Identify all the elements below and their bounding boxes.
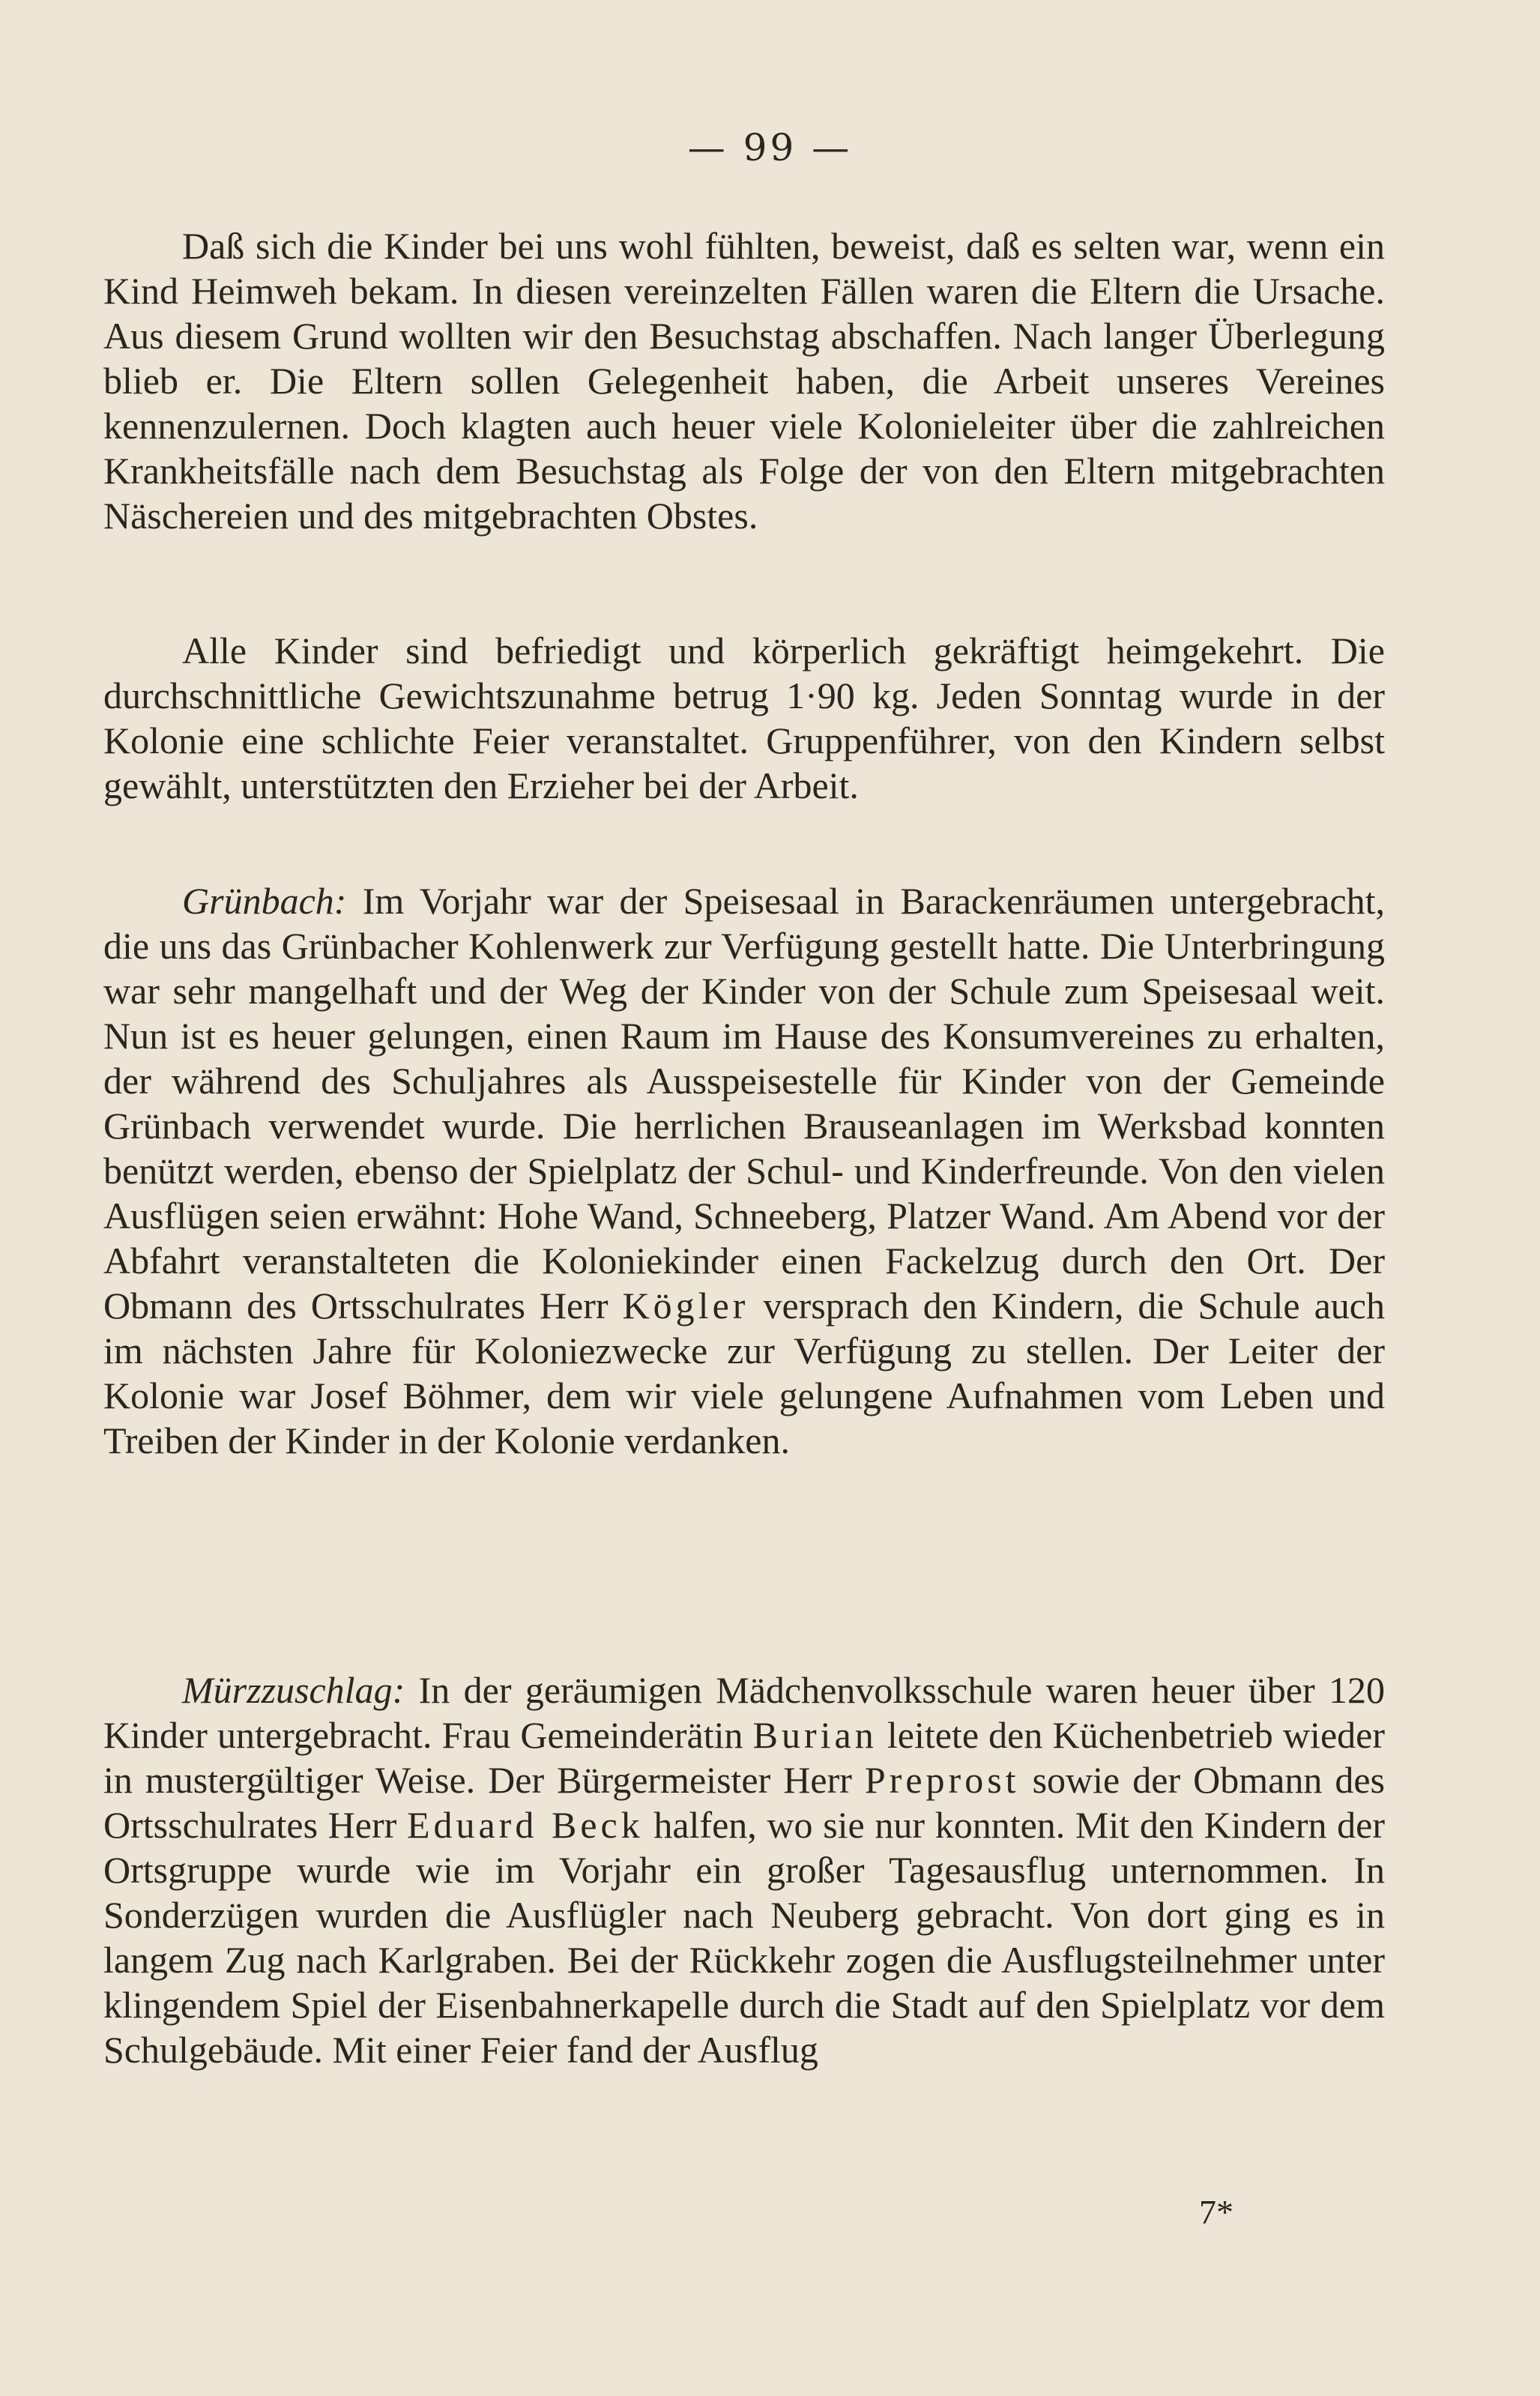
person-name: Burian bbox=[752, 1714, 878, 1756]
place-heading: Grünbach: bbox=[182, 880, 347, 922]
paragraph-text: Alle Kinder sind befriedigt und körperlich gekräftigt heimgekehrt. Die durchschnittliche Gewichtszunahme betrug 1·90 kg. Jeden Sonntag wurde in der Kolonie eine schlichte Feier veranstaltet. Gruppenführer, von den Kindern selbst gewählt, unterstützten den Erzieher bei der Arbeit. bbox=[103, 630, 1385, 806]
paragraph-weight-gain bbox=[103, 628, 1385, 808]
paragraph-text: leitete den Küchenbetrieb wieder in mustergültiger Weise. Der Bürgermeister Herr bbox=[103, 1714, 1385, 1801]
paragraph-text: Im Vorjahr war der Speisesaal in Barackenräumen untergebracht, die uns das Grünbacher Kohlenwerk zur Verfügung gestellt hatte. Die Unterbringung war sehr mangelhaft und der Weg der Kinder von der Schule zum Speisesaal weit. Nun ist es heuer gelungen, einen Raum im Hause des Konsumvereines zu erhalten, der während des Schuljahres als Ausspeisestelle für Kinder von der Gemeinde Grünbach verwendet wurde. Die herrlichen Brauseanlagen im Werksbad konnten benützt werden, ebenso der Spielplatz der Schul- und Kinderfreunde. Von den vielen Ausflügen seien erwähnt: Hohe Wand, Schneeberg, Platzer Wand. Am Abend vor der Abfahrt veranstalteten die Koloniekinder einen Fackelzug durch den Ort. Der Obmann des Ortsschulrates Herr bbox=[103, 880, 1385, 1327]
page-number: — 99 — bbox=[687, 126, 853, 169]
paragraph-body bbox=[103, 1668, 1385, 2072]
paragraph-visiting-day bbox=[103, 223, 1385, 538]
person-name: Eduard Beck bbox=[406, 1804, 644, 1846]
paragraph-text: halfen, wo sie nur konnten. Mit den Kindern der Ortsgruppe wurde wie im Vorjahr ein großer Tagesausflug unternommen. In Sonderzügen wurden die Ausflügler nach Neuberg gebracht. Von dort ging es in langem Zug nach Karlgraben. Bei der Rückkehr zogen die Ausflugsteilnehmer unter klingendem Spiel der Eisenbahnerkapelle durch die Stadt auf den Spielplatz vor dem Schulgebäude. Mit einer Feier fand der Ausflug bbox=[103, 1804, 1385, 2071]
paragraph-text: Daß sich die Kinder bei uns wohl fühlten, beweist, daß es selten war, wenn ein Kind Heimweh bekam. In diesen vereinzelten Fällen waren die Eltern die Ursache. Aus diesem Grund wollten wir den Besuchstag abschaffen. Nach langer Überlegung blieb er. Die Eltern sollen Gelegenheit haben, die Arbeit unseres Vereines kennenzulernen. Doch klagten auch heuer viele Kolonieleiter über die zahlreichen Krankheitsfälle nach dem Besuchstag als Folge der von den Eltern mitgebrachten Näschereien und des mitgebrachten Obstes. bbox=[103, 225, 1385, 537]
paragraph-muerzzuschlag bbox=[103, 1668, 1385, 2072]
paragraph-text: sowie der Obmann des Ortsschulrates Herr bbox=[103, 1759, 1385, 1846]
paragraph-body bbox=[103, 878, 1385, 1463]
signature-mark: 7* bbox=[1199, 2193, 1233, 2231]
person-name: Kögler bbox=[622, 1285, 749, 1327]
paragraph-text: versprach den Kindern, die Schule auch im nächsten Jahre für Koloniezwecke zur Verfügung zu stellen. Der Leiter der Kolonie war Josef Böhmer, dem wir viele gelungene Aufnahmen vom Leben und Treiben der Kinder in der Kolonie verdanken. bbox=[103, 1285, 1385, 1461]
paragraph-gruenbach bbox=[103, 878, 1385, 1463]
paragraph-text: In der geräumigen Mädchenvolksschule waren heuer über 120 Kinder untergebracht. Frau Gemeinderätin bbox=[103, 1669, 1385, 1756]
person-name: Preprost bbox=[864, 1759, 1020, 1801]
place-heading: Mürzzuschlag: bbox=[182, 1669, 405, 1711]
